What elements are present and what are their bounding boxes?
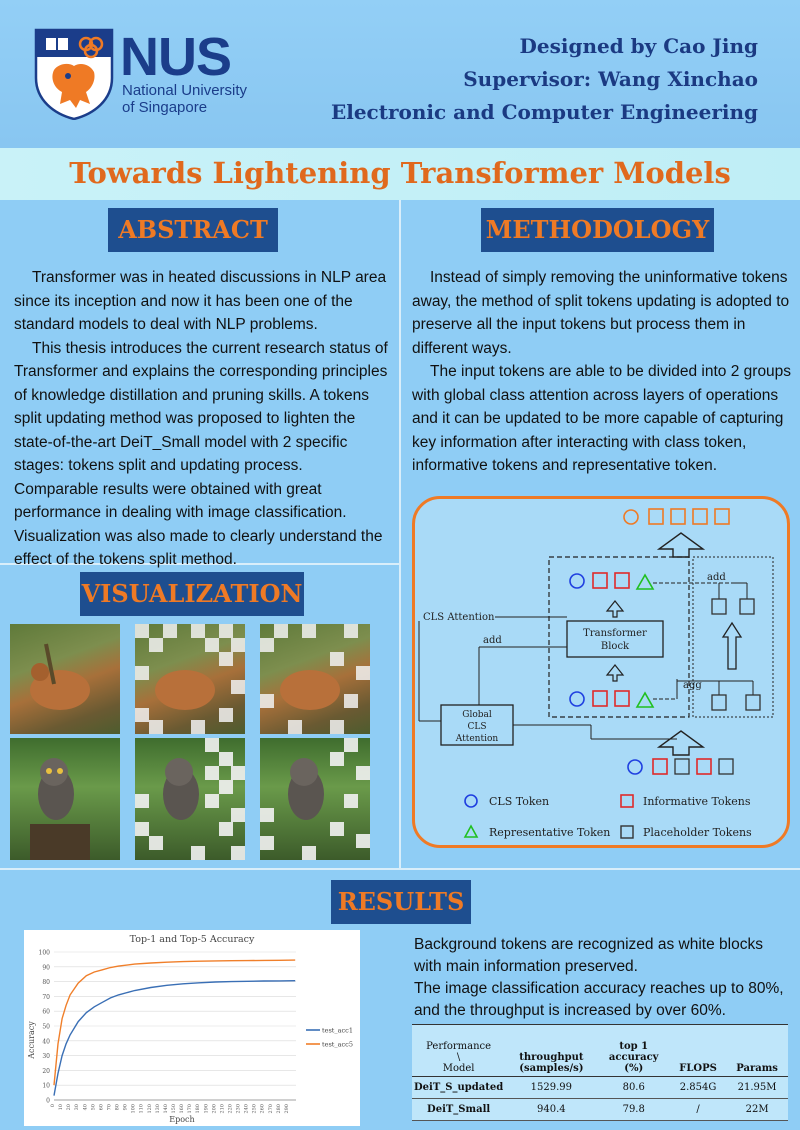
author-block [331,30,758,129]
chart-xtick-label: 150 [171,1104,177,1114]
abstract-text [14,266,388,572]
chart-ytick-label: 20 [42,1067,50,1075]
legend-placeholder-icon [621,826,633,838]
university-name [122,82,247,116]
chart-xlabel: Epoch [169,1115,195,1124]
nus-wordmark: NUS [120,27,232,87]
chart-ytick-label: 50 [42,1023,50,1031]
abstract-paragraph-1: Transformer was in heated discussions in NLP area since its inception and now it has been one of the standard models to deal with NLP problems. [14,269,387,333]
add-left-label: add [483,635,502,646]
accuracy-chart-svg [24,930,360,1126]
legend-representative-label: Representative Token [489,826,611,839]
input-informative-token-icon [653,759,667,774]
chart-ylabel: Accuracy [27,1021,36,1059]
params-header: Params [726,1025,788,1077]
accuracy-chart [24,930,360,1126]
cls-token-icon [570,692,584,706]
row-top1: 80.6 [598,1077,670,1099]
chart-xtick-label: 90 [122,1104,129,1111]
chart-ytick-label: 60 [42,1008,50,1016]
methodology-text [412,266,792,478]
chart-ytick-label: 10 [42,1082,50,1090]
flops-header: FLOPS [670,1025,726,1077]
informative-token-icon [593,573,607,588]
hen-split-image-2 [260,624,370,734]
row-model: DeiT_S_updated [412,1077,505,1099]
poster-title: Towards Lightening Transformer Models [69,156,731,190]
placeholder-token-icon [712,599,726,614]
performance-table [412,1024,788,1121]
table-corner-header [412,1025,505,1077]
legend-cls-label: CLS Token [489,795,550,808]
chart-xtick-label: 70 [106,1104,113,1111]
university-name-line-2: of Singapore [122,99,208,116]
hen-split-image [135,624,245,734]
legend-cls-icon [465,795,477,807]
results-text [414,934,790,1022]
methodology-paragraph-1: Instead of simply removing the uninformative tokens away, the method of split tokens updating is adopted to preserve all the input tokens but process them in different ways. [412,269,790,357]
results-heading: RESULTS [331,880,471,924]
abstract-heading: ABSTRACT [108,208,278,252]
output-cls-token-icon [624,510,638,524]
placeholder-token-icon [712,695,726,710]
chart-xtick-label: 140 [162,1104,169,1114]
transformer-label-2: Block [600,641,630,652]
chart-xtick-label: 100 [130,1104,137,1114]
results-text-2: The image classification accuracy reaches up to 80%, and the throughput is increased by over 60%. [414,980,784,1019]
chart-legend-label: test_acc1 [322,1026,353,1035]
table-row [412,1077,788,1099]
column-divider [399,200,401,870]
agg-label: agg [683,680,702,691]
designer-line: Designed by Cao Jing [519,34,758,58]
corner-performance: Performance [426,1041,492,1052]
chart-ytick-label: 70 [42,993,50,1001]
legend-informative-label: Informative Tokens [643,795,751,808]
chart-xtick-label: 270 [267,1104,274,1114]
placeholder-dotted-box [693,557,773,717]
row-throughput: 1529.99 [505,1077,597,1099]
results-text-1: Background tokens are recognized as white blocks with main information preserved. [414,936,763,975]
legend-informative-icon [621,795,633,807]
placeholder-token-icon [740,599,754,614]
chart-xtick-label: 50 [90,1104,97,1111]
corner-slash: \ [456,1052,461,1063]
chart-xtick-label: 240 [243,1104,250,1114]
nus-shield-icon [34,28,114,120]
input-placeholder-token-icon [719,759,733,774]
owl-split-image [135,738,245,860]
chart-xtick-label: 210 [219,1104,226,1114]
row-flops: / [670,1099,726,1121]
chart-series-test_acc5 [54,960,295,1085]
chart-xtick-label: 160 [179,1104,186,1114]
method-diagram [412,496,790,848]
chart-xtick-label: 60 [98,1104,105,1111]
chart-xtick-label: 10 [58,1104,65,1111]
chart-ytick-label: 0 [46,1097,50,1105]
row-params: 22M [726,1099,788,1121]
university-name-line-1: National University [122,82,248,99]
output-token-icon [715,509,729,524]
chart-legend-label: test_acc5 [322,1040,353,1049]
update-up-arrow-icon [723,623,741,669]
informative-token-icon [593,691,607,706]
chart-xtick-label: 180 [195,1104,202,1114]
department-line: Electronic and Computer Engineering [330,100,758,124]
abstract-paragraph-2: This thesis introduces the current research status of Transformer and explains the corresponding principles of knowledge distillation and pruning skills. A tokens split updating method was proposed to lighten the state-of-the-art DeiT_Small model with 2 specific stages: tokens split and updating process. Comparable results were obtained with great performance in dealing with image classification. Visualization was also made to clearly understand the effect of the tokens split method. [14,339,388,568]
chart-ytick-label: 100 [38,949,50,957]
chart-title: Top-1 and Top-5 Accuracy [129,934,255,945]
chart-series-test_acc1 [54,981,295,1096]
supervisor-line: Supervisor: Wang Xinchao [463,67,758,91]
table-row [412,1099,788,1121]
up-arrow-icon [659,533,703,557]
representative-token-icon [637,693,653,707]
visualization-grid [10,624,390,860]
method-diagram-svg [415,499,787,845]
legend-representative-icon [465,826,477,837]
top1-header-1: top 1 [619,1041,649,1052]
chart-xtick-label: 120 [146,1104,153,1114]
methodology-heading: METHODOLOGY [481,208,714,252]
legend-placeholder-label: Placeholder Tokens [643,826,752,839]
add-right-label: add [707,572,726,583]
input-cls-token-icon [628,760,642,774]
chart-xtick-label: 40 [82,1104,89,1111]
hen-original-image [10,624,120,734]
global-label-2: CLS [467,722,487,732]
input-placeholder-token-icon [675,759,689,774]
transformer-label-1: Transformer [583,628,647,639]
top1-header-3: (%) [624,1063,644,1074]
chart-xtick-label: 170 [187,1104,194,1114]
global-label-1: Global [462,710,492,720]
row-throughput: 940.4 [505,1099,597,1121]
throughput-header-1: throughput [519,1052,584,1063]
informative-token-icon [615,573,629,588]
chart-xtick-label: 80 [114,1104,121,1111]
chart-xtick-label: 250 [251,1104,258,1114]
chart-ytick-label: 40 [42,1038,50,1046]
chart-xtick-label: 200 [211,1104,218,1114]
chart-xtick-label: 290 [283,1104,290,1114]
representative-token-icon [637,575,653,589]
global-label-3: Attention [455,734,499,744]
owl-original-image [10,738,120,860]
informative-token-icon [615,691,629,706]
chart-xtick-label: 20 [66,1104,73,1111]
chart-xtick-label: 0 [50,1104,56,1108]
chart-xtick-label: 260 [259,1104,266,1114]
top1-header-2: accuracy [608,1052,659,1063]
output-token-icon [649,509,663,524]
row-flops: 2.854G [670,1077,726,1099]
input-up-arrow-icon [659,731,703,755]
output-token-icon [671,509,685,524]
nus-logo [34,28,264,124]
row-top1: 79.8 [598,1099,670,1121]
chart-xtick-label: 110 [138,1104,145,1114]
methodology-paragraph-2: The input tokens are able to be divided into 2 groups with global class attention across layers of operations and it can be updated to be more capable of capturing key information after interacting with class token, informative tokens and representative token. [412,363,792,474]
visualization-heading: VISUALIZATION [80,572,304,616]
row-model: DeiT_Small [412,1099,505,1121]
corner-model: Model [442,1063,475,1074]
cls-attention-label: CLS Attention [423,612,495,623]
chart-xtick-label: 130 [154,1104,161,1114]
top1-header [598,1025,670,1077]
placeholder-token-icon [746,695,760,710]
row-params: 21.95M [726,1077,788,1099]
chart-xtick-label: 220 [227,1104,234,1114]
chart-ytick-label: 30 [42,1053,50,1061]
chart-ytick-label: 80 [42,979,50,987]
input-informative-token-icon [697,759,711,774]
chart-xtick-label: 230 [235,1104,242,1114]
chart-xtick-label: 190 [203,1104,210,1114]
owl-split-image-2 [260,738,370,860]
chart-xtick-label: 30 [74,1104,81,1111]
throughput-header [505,1025,597,1077]
cls-token-icon [570,574,584,588]
chart-ytick-label: 90 [42,964,50,972]
throughput-header-2: (samples/s) [519,1063,584,1074]
output-token-icon [693,509,707,524]
chart-xtick-label: 280 [275,1104,282,1114]
